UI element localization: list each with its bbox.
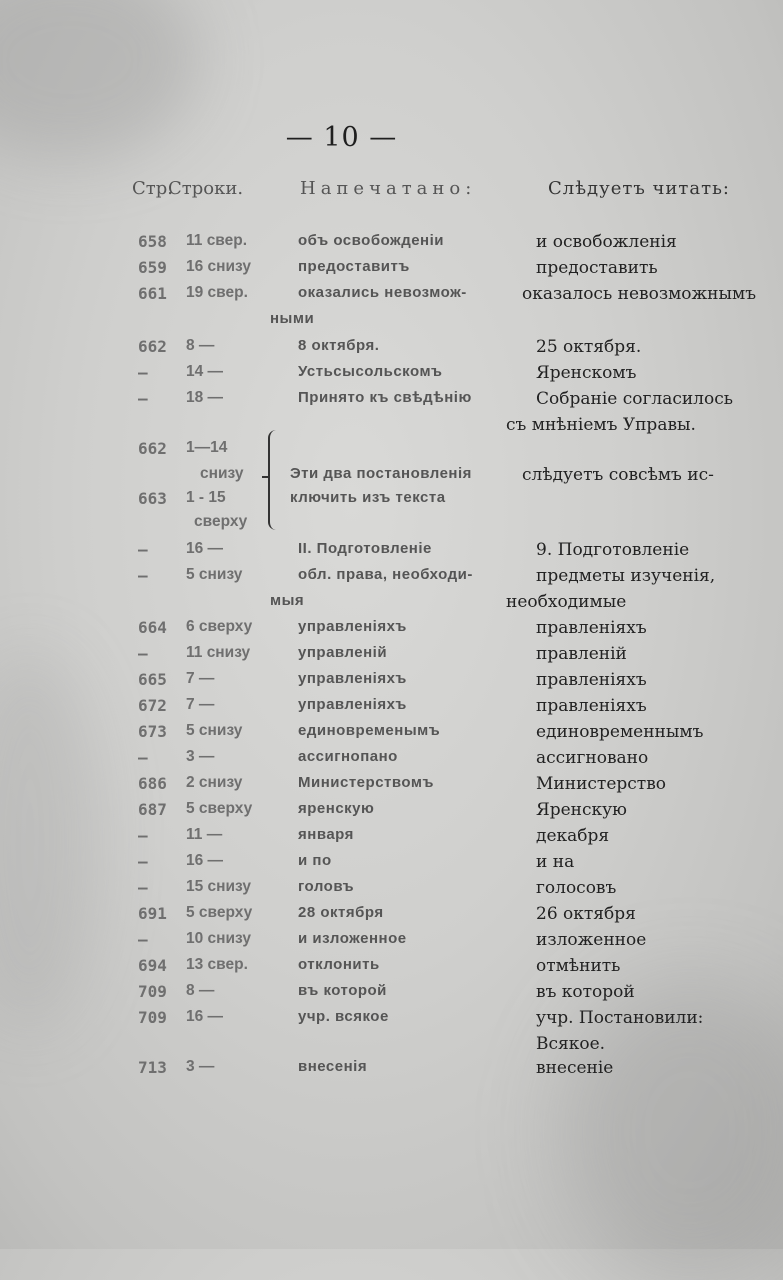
- errata-row: [0, 670, 783, 696]
- errata-row: [0, 1058, 783, 1084]
- row-page-number: 673: [138, 722, 167, 741]
- row-line-reference: 5 сверху: [186, 800, 253, 817]
- row-page-number: 659: [138, 258, 167, 277]
- row-printed-text: яренскую: [298, 800, 375, 817]
- row-page-number: —: [138, 878, 148, 897]
- row-printed-text: управленіяхъ: [298, 696, 407, 713]
- row-correct-reading: правленіяхъ: [536, 696, 647, 716]
- row-page-number: —: [138, 748, 148, 767]
- row-line-reference: 10 снизу: [186, 930, 251, 947]
- errata-row: [0, 904, 783, 930]
- row-printed-text: внесенія: [298, 1058, 368, 1075]
- row-correct-reading: оказалось невозможнымъ: [522, 284, 757, 304]
- header-page-column: Стр.: [132, 178, 173, 199]
- row-correct-reading: правленіяхъ: [536, 618, 647, 638]
- row-page-number: —: [138, 363, 148, 382]
- errata-row: [0, 1008, 783, 1034]
- row-line-reference: 2 снизу: [186, 774, 243, 791]
- row-printed-text: ассигнопано: [298, 748, 398, 765]
- row-line-reference: 15 снизу: [186, 878, 251, 895]
- row-line-reference: 5 сверху: [186, 904, 253, 921]
- row-line-reference: 5 снизу: [186, 566, 243, 583]
- errata-row: [0, 774, 783, 800]
- row-line-reference: 18 —: [186, 389, 224, 406]
- row-correct-reading: ассигновано: [536, 748, 649, 768]
- row-line-reference: 3 —: [186, 748, 215, 765]
- row-correct-reading: Яренскомъ: [536, 363, 637, 383]
- row-line-reference: 7 —: [186, 670, 215, 687]
- row-printed-text: управленіяхъ: [298, 670, 407, 687]
- row-correct-reading: въ которой: [536, 982, 635, 1002]
- row-correct-reading: Собраніе согласилось: [536, 389, 733, 409]
- row-printed-text: отклонить: [298, 956, 380, 973]
- row-printed-text: мыя: [270, 592, 305, 609]
- errata-row: [0, 982, 783, 1008]
- row-correct-reading: правленій: [536, 644, 627, 664]
- row-line-reference: 7 —: [186, 696, 215, 713]
- row-line-reference: 16 снизу: [186, 258, 251, 275]
- row-line-reference: 8 —: [186, 982, 215, 999]
- row-correct-reading: и на: [536, 852, 575, 872]
- row-printed-text: головъ: [298, 878, 355, 895]
- row-printed-text: оказались невозмож-: [298, 284, 467, 301]
- errata-row: [0, 232, 783, 258]
- row-correct-reading: единовременнымъ: [536, 722, 704, 742]
- row-line-reference: 11 —: [186, 826, 223, 843]
- row-printed-text: Принято къ свѣдѣнію: [298, 389, 472, 406]
- row-printed-text: объ освобожденіи: [298, 232, 445, 249]
- row-page-number: 663: [138, 489, 167, 508]
- errata-row: [0, 1034, 783, 1060]
- errata-row: [0, 363, 783, 389]
- row-line-reference: 1 - 15: [186, 489, 226, 506]
- row-page-number: 662: [138, 439, 167, 458]
- row-page-number: 686: [138, 774, 167, 793]
- errata-row: [0, 748, 783, 774]
- row-correct-reading: Яренскую: [536, 800, 627, 820]
- errata-row: [0, 800, 783, 826]
- errata-row: [0, 489, 783, 515]
- row-line-reference: 16 —: [186, 540, 224, 557]
- row-printed-text: обл. права, необходи-: [298, 566, 473, 583]
- errata-row: [0, 592, 783, 618]
- row-page-number: —: [138, 389, 148, 408]
- row-correct-reading: декабря: [536, 826, 610, 846]
- row-page-number: 713: [138, 1058, 167, 1077]
- row-correct-reading: и освобожленія: [536, 232, 677, 252]
- row-line-reference: 11 снизу: [186, 644, 251, 661]
- row-printed-text: 28 октября: [298, 904, 384, 921]
- row-correct-reading: изложенное: [536, 930, 647, 950]
- row-page-number: —: [138, 852, 148, 871]
- row-printed-text: и по: [298, 852, 332, 869]
- errata-row: [0, 513, 783, 539]
- errata-row: [0, 465, 783, 491]
- row-printed-text: управленій: [298, 644, 388, 661]
- row-line-reference: сверху: [194, 513, 248, 530]
- row-correct-reading: 25 октября.: [536, 337, 642, 357]
- errata-row: [0, 722, 783, 748]
- row-printed-text: въ которой: [298, 982, 387, 999]
- row-correct-reading: внесеніе: [536, 1058, 614, 1078]
- row-page-number: 658: [138, 232, 167, 251]
- row-correct-reading: учр. Постановили:: [536, 1008, 704, 1028]
- row-line-reference: 14 —: [186, 363, 224, 380]
- row-correct-reading: необходимые: [506, 592, 627, 612]
- row-page-number: 661: [138, 284, 167, 303]
- errata-row: [0, 930, 783, 956]
- row-line-reference: 5 снизу: [186, 722, 243, 739]
- row-line-reference: 3 —: [186, 1058, 215, 1075]
- row-printed-text: управленіяхъ: [298, 618, 407, 635]
- row-page-number: —: [138, 826, 148, 845]
- errata-row: [0, 540, 783, 566]
- errata-row: [0, 337, 783, 363]
- row-page-number: 664: [138, 618, 167, 637]
- row-page-number: —: [138, 540, 148, 559]
- row-line-reference: 19 свер.: [186, 284, 248, 301]
- row-line-reference: 1—14: [186, 439, 228, 456]
- row-line-reference: 13 свер.: [186, 956, 248, 973]
- errata-row: [0, 852, 783, 878]
- errata-row: [0, 389, 783, 415]
- row-printed-text: ключить изъ текста: [290, 489, 446, 506]
- row-correct-reading: съ мнѣніемъ Управы.: [506, 415, 696, 435]
- row-correct-reading: 26 октября: [536, 904, 636, 924]
- errata-row: [0, 310, 783, 336]
- row-page-number: —: [138, 644, 148, 663]
- row-line-reference: 11 свер.: [186, 232, 248, 249]
- row-page-number: 709: [138, 982, 167, 1001]
- row-page-number: —: [138, 566, 148, 585]
- row-correct-reading: предоставить: [536, 258, 658, 278]
- row-correct-reading: слѣдуетъ совсѣмъ ис-: [522, 465, 714, 485]
- row-correct-reading: Министерство: [536, 774, 666, 794]
- row-printed-text: единовременымъ: [298, 722, 441, 739]
- row-printed-text: ными: [270, 310, 315, 327]
- row-line-reference: 16 —: [186, 1008, 224, 1025]
- row-line-reference: 16 —: [186, 852, 224, 869]
- row-page-number: —: [138, 930, 148, 949]
- row-correct-reading: правленіяхъ: [536, 670, 647, 690]
- row-page-number: 662: [138, 337, 167, 356]
- header-lines-column: Строки.: [168, 178, 244, 199]
- row-correct-reading: 9. Подготовленіе: [536, 540, 690, 560]
- errata-row: [0, 566, 783, 592]
- row-page-number: 665: [138, 670, 167, 689]
- row-correct-reading: Всякое.: [536, 1034, 606, 1054]
- errata-row: [0, 439, 783, 465]
- header-printed-column: Напечатано:: [300, 178, 477, 199]
- errata-row: [0, 696, 783, 722]
- errata-row: [0, 826, 783, 852]
- row-correct-reading: отмѣнить: [536, 956, 621, 976]
- row-printed-text: Министерствомъ: [298, 774, 434, 791]
- row-printed-text: и изложенное: [298, 930, 407, 947]
- row-page-number: 709: [138, 1008, 167, 1027]
- header-read-column: Слѣдуетъ читать:: [548, 178, 730, 199]
- row-page-number: 694: [138, 956, 167, 975]
- row-printed-text: Эти два постановленія: [290, 465, 472, 482]
- row-correct-reading: предметы изученія,: [536, 566, 716, 586]
- row-page-number: 691: [138, 904, 167, 923]
- row-printed-text: Устьсысольскомъ: [298, 363, 443, 380]
- row-correct-reading: голосовъ: [536, 878, 617, 898]
- row-line-reference: снизу: [200, 465, 244, 482]
- page-number: — 10 —: [285, 122, 398, 153]
- errata-row: [0, 618, 783, 644]
- row-line-reference: 8 —: [186, 337, 215, 354]
- row-printed-text: учр. всякое: [298, 1008, 389, 1025]
- row-printed-text: января: [298, 826, 354, 843]
- errata-row: [0, 415, 783, 441]
- row-printed-text: 8 октября.: [298, 337, 380, 354]
- row-printed-text: II. Подготовленіе: [298, 540, 432, 557]
- errata-row: [0, 284, 783, 310]
- row-page-number: 672: [138, 696, 167, 715]
- errata-row: [0, 956, 783, 982]
- row-page-number: 687: [138, 800, 167, 819]
- row-line-reference: 6 сверху: [186, 618, 253, 635]
- errata-row: [0, 258, 783, 284]
- errata-row: [0, 644, 783, 670]
- errata-row: [0, 878, 783, 904]
- row-printed-text: предоставитъ: [298, 258, 410, 275]
